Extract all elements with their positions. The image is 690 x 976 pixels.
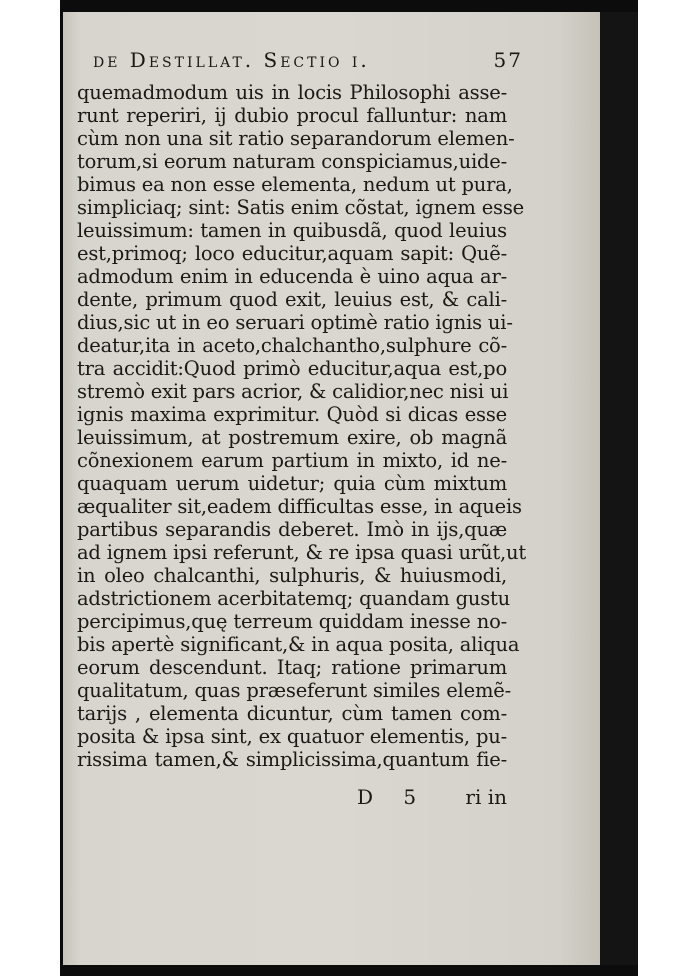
text-line: est,primoq; loco educitur,aquam sapit: Quẽ- <box>77 242 507 265</box>
page-number: 57 <box>493 48 523 72</box>
text-line: deatur,ita in aceto,chalchantho,sulphure cõ- <box>77 334 507 357</box>
text-line: bimus ea non esse elementa, nedum ut pura, <box>77 173 513 196</box>
text-line: adstrictionem acerbitatemq; quandam gustu <box>77 587 511 610</box>
text-line: tarijs , elementa dicuntur, cùm tamen com- <box>77 702 507 725</box>
text-line: bis apertè significant,& in aqua posita, aliqua <box>77 633 520 656</box>
text-line: dius,sic ut in eo seruari optimè ratio ignis ui- <box>77 311 513 334</box>
catchword: ri in <box>465 785 507 809</box>
text-line: stremò exit pars acrior, & calidior,nec nisi ui <box>77 380 509 403</box>
text-line: quemadmodum uis in locis Philosophi asse- <box>77 81 507 104</box>
text-line: qualitatum, quas præseferunt similes elemẽ- <box>77 679 511 702</box>
text-line: in oleo chalcanthi, sulphuris, & huiusmodi, <box>77 564 507 587</box>
text-line: percipimus,quę terreum quiddam inesse no- <box>77 610 507 633</box>
text-line: ignis maxima exprimitur. Quòd si dicas esse <box>77 403 507 426</box>
text-line: partibus separandis deberet. Imò in ijs,quæ <box>77 518 507 541</box>
text-line: cùm non una sit ratio separandorum elemen- <box>77 127 515 150</box>
book-page <box>63 12 600 965</box>
signature-mark: D 5 <box>357 785 429 809</box>
text-line: dente, primum quod exit, leuius est, & cali- <box>77 288 507 311</box>
text-line: rissima tamen,& simplicissima,quantum fie- <box>77 748 507 771</box>
right-scan-edge <box>600 12 638 965</box>
left-margin <box>0 0 60 976</box>
text-line: runt reperiri, ij dubio procul falluntur: nam <box>77 104 507 127</box>
text-line: quaquam uerum uidetur; quia cùm mixtum <box>77 472 507 495</box>
page-header <box>93 48 523 78</box>
text-line: cõnexionem earum partium in mixto, id ne- <box>77 449 507 472</box>
running-head: de Destillat. Sectio i. <box>93 48 370 72</box>
text-line: eorum descendunt. Itaq; ratione primarum <box>77 656 507 679</box>
page-footer <box>77 785 507 811</box>
text-line: ad ignem ipsi referunt, & re ipsa quasi urũt,ut <box>77 541 527 564</box>
text-line: tra accidit:Quod primò educitur,aqua est,po <box>77 357 507 380</box>
text-line: posita & ipsa sint, ex quatuor elementis, pu- <box>77 725 507 748</box>
text-line: simpliciaq; sint: Satis enim cõstat, ignem esse <box>77 196 524 219</box>
text-line: æqualiter sit,eadem difficultas esse, in aqueis <box>77 495 522 518</box>
text-line: leuissimum, at postremum exire, ob magnã <box>77 426 507 449</box>
text-line: torum,si eorum naturam conspiciamus,uide- <box>77 150 507 173</box>
text-line: leuissimum: tamen in quibusdã, quod leuius <box>77 219 507 242</box>
text-line: admodum enim in educenda è uino aqua ar- <box>77 265 507 288</box>
body-text <box>77 81 527 771</box>
